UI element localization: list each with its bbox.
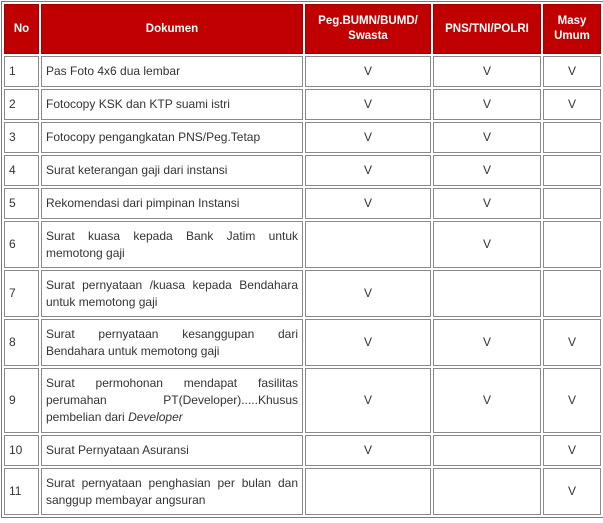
requirements-table [1,1,603,518]
mark-pns [433,468,541,515]
mark-masy: V [543,89,601,120]
header-dokumen: Dokumen [41,4,303,54]
table-row [4,188,601,219]
header-peg: Peg.BUMN/BUMD/ Swasta [305,4,431,54]
mark-masy [543,122,601,153]
row-number: 1 [4,56,39,87]
mark-masy: V [543,56,601,87]
table-row [4,319,601,366]
table-row [4,270,601,317]
header-masy: Masy Umum [543,4,601,54]
mark-masy [543,270,601,317]
mark-masy: V [543,468,601,515]
mark-masy [543,188,601,219]
document-name-italic: Developer [128,410,183,424]
mark-peg: V [305,56,431,87]
row-number: 11 [4,468,39,515]
table-row [4,122,601,153]
document-name-text: Surat permohonan mendapat fasilitas perumahan PT(Developer).....Khusus pembelian dari [46,376,298,424]
table-row [4,221,601,268]
mark-pns: V [433,122,541,153]
mark-peg [305,221,431,268]
mark-peg: V [305,270,431,317]
mark-masy [543,221,601,268]
mark-masy: V [543,368,601,433]
row-number: 7 [4,270,39,317]
row-number: 6 [4,221,39,268]
mark-masy [543,155,601,186]
row-number: 9 [4,368,39,433]
row-number: 3 [4,122,39,153]
row-number: 8 [4,319,39,366]
table-row [4,468,601,515]
mark-pns [433,270,541,317]
table-row [4,155,601,186]
row-number: 5 [4,188,39,219]
header-pns: PNS/TNI/POLRI [433,4,541,54]
mark-pns: V [433,221,541,268]
mark-peg: V [305,89,431,120]
document-name: Surat keterangan gaji dari instansi [41,155,303,186]
document-name: Pas Foto 4x6 dua lembar [41,56,303,87]
mark-pns: V [433,155,541,186]
table-row [4,368,601,433]
document-name: Rekomendasi dari pimpinan Instansi [41,188,303,219]
mark-peg: V [305,122,431,153]
document-name: Surat kuasa kepada Bank Jatim untuk memotong gaji [41,221,303,268]
row-number: 10 [4,435,39,466]
table-row [4,89,601,120]
mark-peg: V [305,155,431,186]
document-name: Fotocopy KSK dan KTP suami istri [41,89,303,120]
mark-peg: V [305,435,431,466]
document-name: Surat pernyataan /kuasa kepada Bendahara untuk memotong gaji [41,270,303,317]
table-row [4,56,601,87]
mark-peg: V [305,368,431,433]
header-row [4,4,601,54]
document-name: Surat pernyataan penghasian per bulan dan sanggup membayar angsuran [41,468,303,515]
mark-pns: V [433,368,541,433]
mark-masy: V [543,435,601,466]
mark-pns: V [433,56,541,87]
mark-peg: V [305,319,431,366]
table-row [4,435,601,466]
mark-peg [305,468,431,515]
header-no: No [4,4,39,54]
row-number: 4 [4,155,39,186]
row-number: 2 [4,89,39,120]
mark-pns: V [433,89,541,120]
mark-pns [433,435,541,466]
mark-pns: V [433,319,541,366]
mark-pns: V [433,188,541,219]
mark-masy: V [543,319,601,366]
document-name [41,368,303,433]
document-name: Surat Pernyataan Asuransi [41,435,303,466]
mark-peg: V [305,188,431,219]
document-name: Surat pernyataan kesanggupan dari Bendahara untuk memotong gaji [41,319,303,366]
document-name: Fotocopy pengangkatan PNS/Peg.Tetap [41,122,303,153]
